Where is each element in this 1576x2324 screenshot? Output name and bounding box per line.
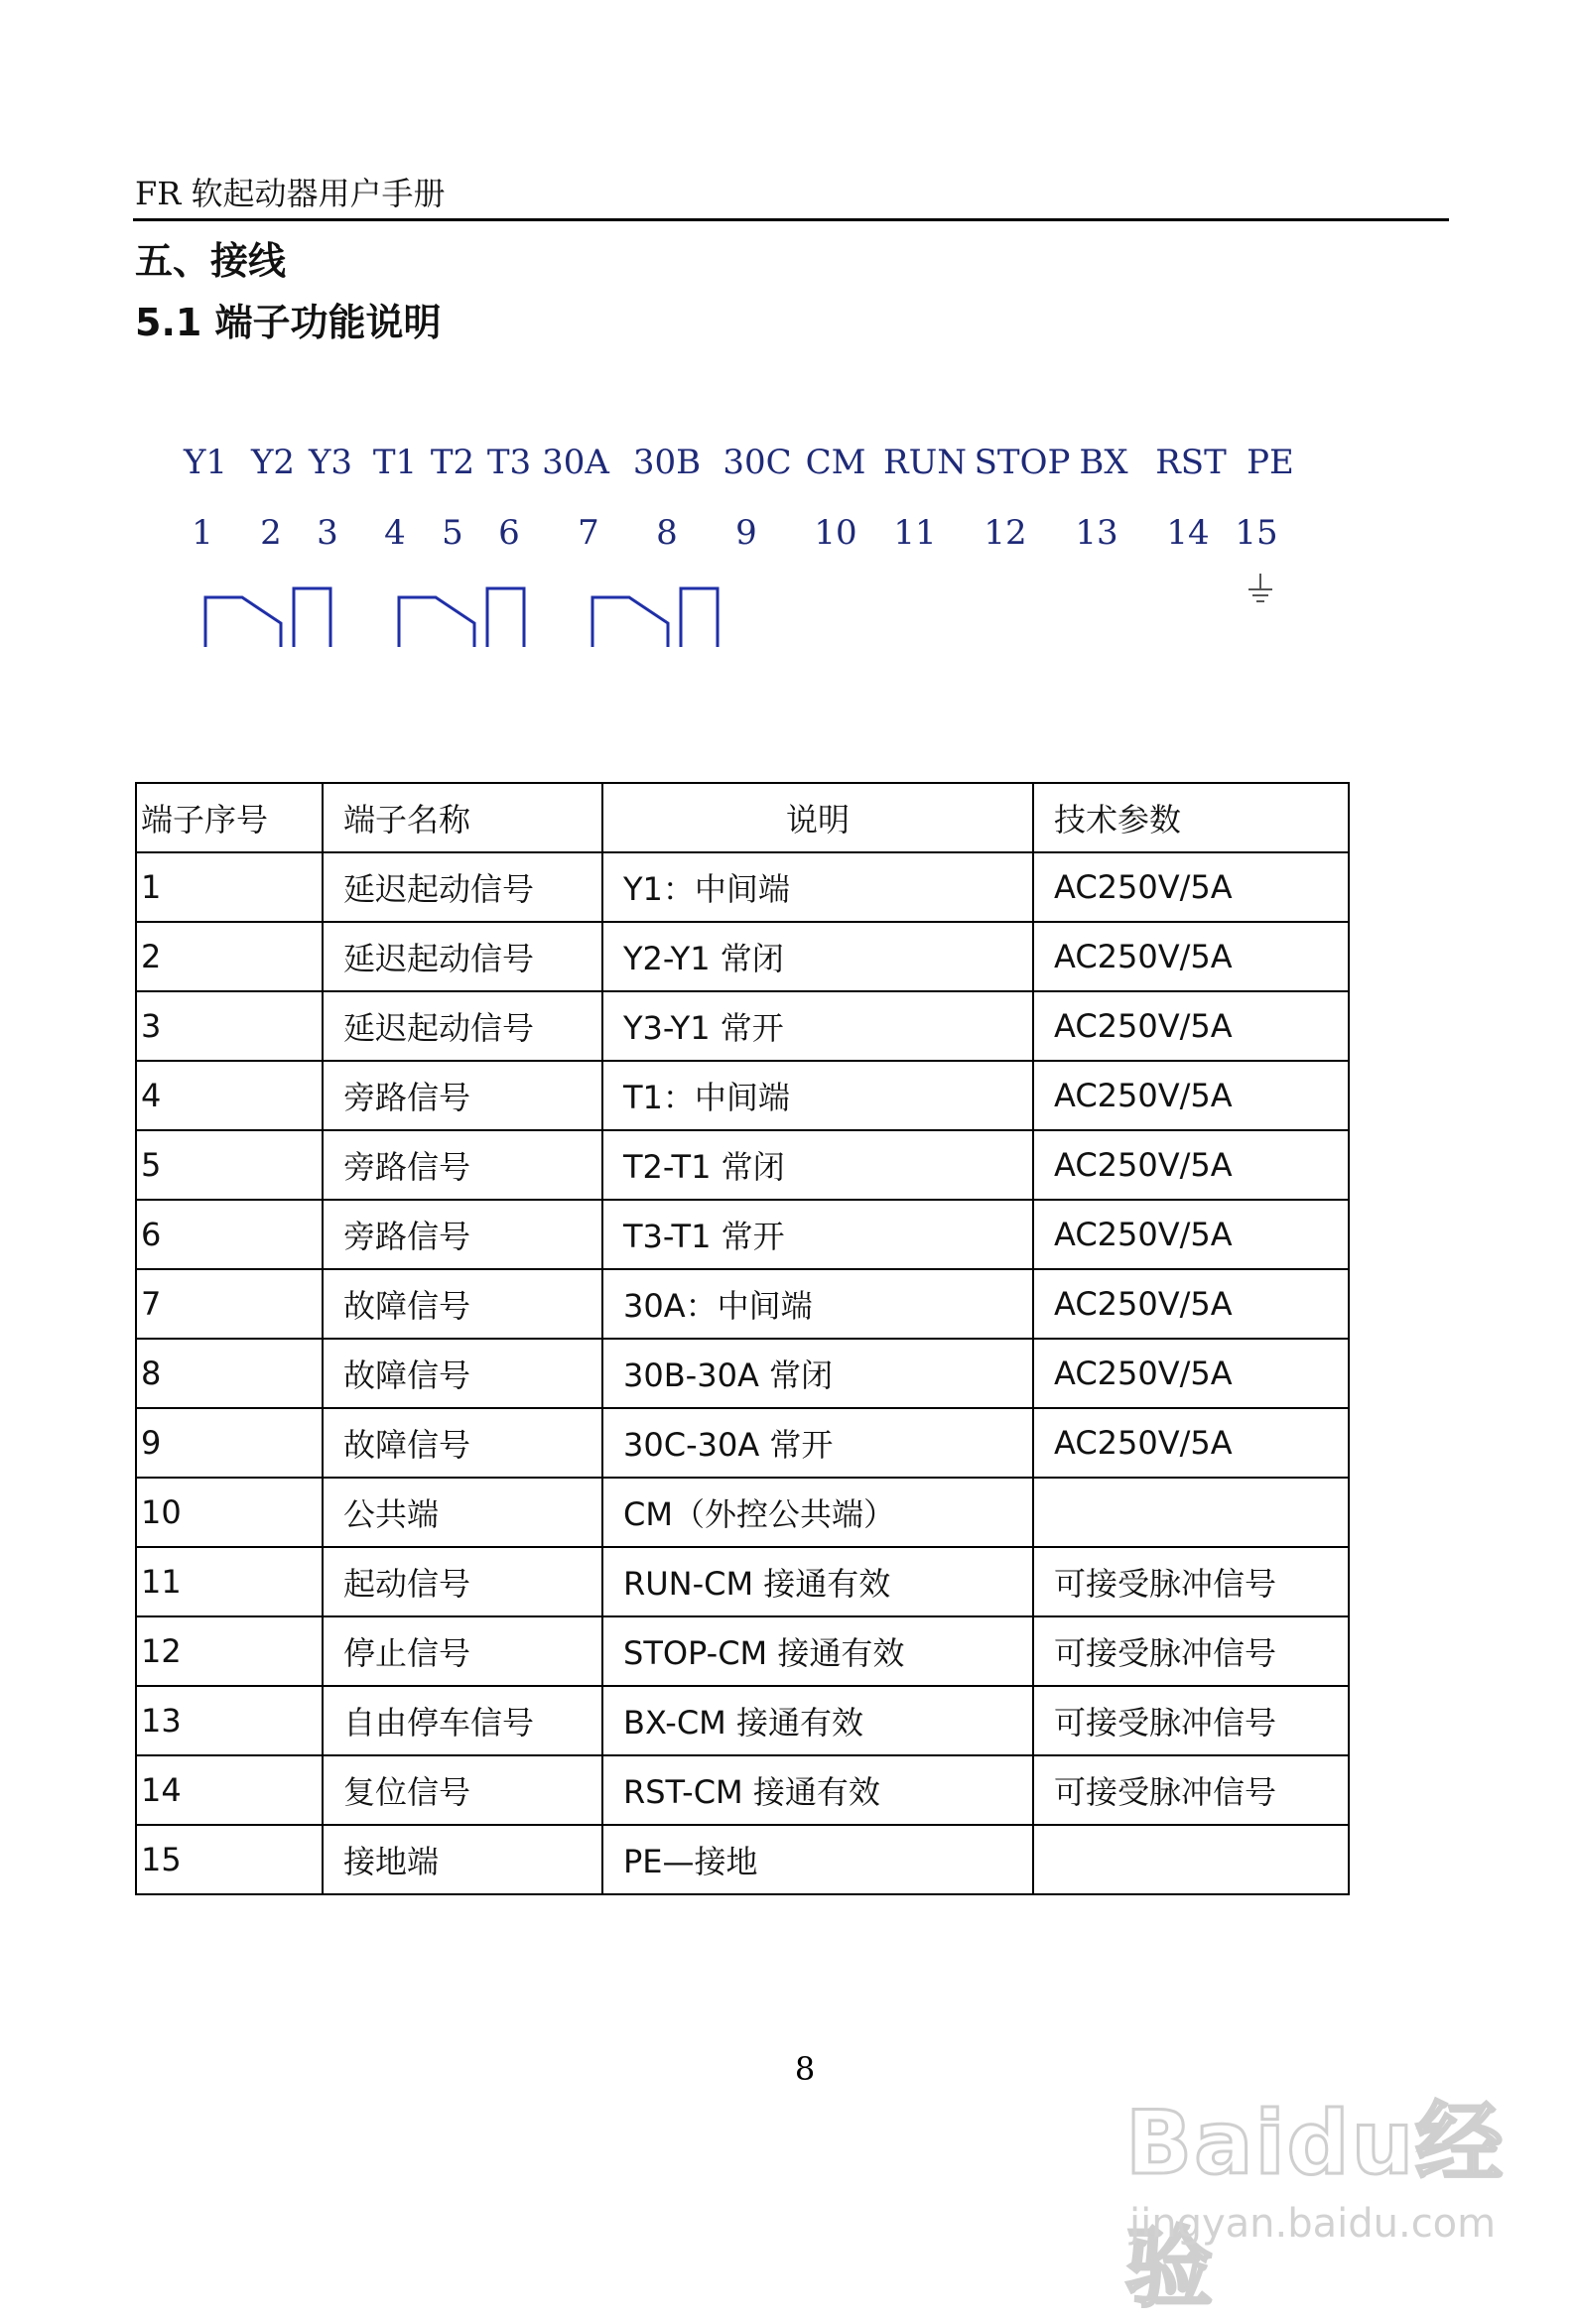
column-header: 端子序号	[136, 783, 323, 852]
table-row	[136, 991, 1349, 1061]
spec-cell: AC250V/5A	[1033, 991, 1349, 1061]
terminal-number: 12	[984, 513, 1027, 553]
terminal-number: 9	[735, 513, 757, 553]
spec-cell	[1033, 1478, 1349, 1547]
terminal-number: 15	[1235, 513, 1278, 553]
spec-cell: AC250V/5A	[1033, 922, 1349, 991]
relay-contact-icon	[205, 588, 330, 647]
column-header: 端子名称	[323, 783, 602, 852]
watermark-url: jingyan.baidu.com	[1129, 2201, 1497, 2247]
description-cell: 30C-30A 常开	[602, 1408, 1033, 1478]
terminal-number-cell: 3	[136, 991, 323, 1061]
table-row	[136, 1408, 1349, 1478]
description-cell: 30B-30A 常闭	[602, 1339, 1033, 1408]
terminal-label: BX	[1079, 443, 1128, 482]
terminal-label: T1	[372, 443, 418, 482]
table-row	[136, 1478, 1349, 1547]
terminal-number: 8	[656, 513, 678, 553]
terminal-name-cell: 起动信号	[323, 1547, 602, 1616]
terminal-name-cell: 旁路信号	[323, 1200, 602, 1269]
terminal-name-cell: 延迟起动信号	[323, 852, 602, 922]
spec-cell: AC250V/5A	[1033, 1408, 1349, 1478]
terminal-wiring-diagram	[0, 0, 1576, 695]
description-cell: STOP-CM 接通有效	[602, 1616, 1033, 1686]
description-cell: T2-T1 常闭	[602, 1130, 1033, 1200]
table-row	[136, 922, 1349, 991]
baidu-jingyan-watermark	[1112, 2074, 1509, 2319]
terminal-label: 30C	[722, 443, 792, 482]
terminal-name-cell: 自由停车信号	[323, 1686, 602, 1755]
terminal-label: Y2	[250, 443, 296, 482]
spec-cell: AC250V/5A	[1033, 1130, 1349, 1200]
section-title: 五、接线	[135, 239, 287, 283]
terminal-label: CM	[805, 443, 866, 482]
terminal-number-cell: 14	[136, 1755, 323, 1825]
table-row	[136, 1200, 1349, 1269]
terminal-number-cell: 2	[136, 922, 323, 991]
terminal-label: RST	[1155, 443, 1227, 482]
terminal-name-cell: 旁路信号	[323, 1130, 602, 1200]
table-row	[136, 1547, 1349, 1616]
terminal-label: Y1	[183, 443, 228, 482]
description-cell: RUN-CM 接通有效	[602, 1547, 1033, 1616]
terminal-function-table	[135, 782, 1350, 1895]
relay-contact-icon	[399, 588, 524, 647]
spec-cell: AC250V/5A	[1033, 1200, 1349, 1269]
terminal-number: 2	[260, 513, 282, 553]
spec-cell: AC250V/5A	[1033, 1339, 1349, 1408]
terminal-number: 6	[498, 513, 520, 553]
terminal-number: 3	[317, 513, 338, 553]
terminal-number-cell: 1	[136, 852, 323, 922]
terminal-number-cell: 4	[136, 1061, 323, 1130]
terminal-number: 5	[442, 513, 463, 553]
terminal-label: Y3	[308, 443, 353, 482]
spec-cell	[1033, 1825, 1349, 1894]
terminal-label: RUN	[882, 443, 968, 482]
description-cell: T1：中间端	[602, 1061, 1033, 1130]
description-cell: Y3-Y1 常开	[602, 991, 1033, 1061]
terminal-number-cell: 6	[136, 1200, 323, 1269]
terminal-number: 7	[578, 513, 599, 553]
spec-cell: 可接受脉冲信号	[1033, 1547, 1349, 1616]
terminal-number-cell: 9	[136, 1408, 323, 1478]
terminal-label: 30B	[632, 443, 702, 482]
table-row	[136, 1130, 1349, 1200]
terminal-name-cell: 接地端	[323, 1825, 602, 1894]
spec-cell: AC250V/5A	[1033, 1061, 1349, 1130]
description-cell: CM（外控公共端）	[602, 1478, 1033, 1547]
terminal-name-cell: 故障信号	[323, 1269, 602, 1339]
terminal-label: 30A	[542, 443, 609, 482]
description-cell: PE—接地	[602, 1825, 1033, 1894]
spec-cell: 可接受脉冲信号	[1033, 1755, 1349, 1825]
terminal-name-cell: 故障信号	[323, 1408, 602, 1478]
page-number: 8	[794, 2050, 816, 2088]
terminal-name-cell: 延迟起动信号	[323, 991, 602, 1061]
spec-cell: AC250V/5A	[1033, 852, 1349, 922]
terminal-number: 4	[384, 513, 406, 553]
terminal-name-cell: 旁路信号	[323, 1061, 602, 1130]
terminal-label: T3	[486, 443, 532, 482]
spec-cell: AC250V/5A	[1033, 1269, 1349, 1339]
watermark-logo-text: Baidu经验	[1125, 2092, 1506, 2319]
terminal-name-cell: 故障信号	[323, 1339, 602, 1408]
terminal-number-cell: 12	[136, 1616, 323, 1686]
description-cell: T3-T1 常开	[602, 1200, 1033, 1269]
terminal-number-cell: 5	[136, 1130, 323, 1200]
table-row	[136, 1061, 1349, 1130]
terminal-number: 13	[1075, 513, 1118, 553]
terminal-number-cell: 15	[136, 1825, 323, 1894]
relay-contact-icon	[592, 588, 718, 647]
description-cell: Y2-Y1 常闭	[602, 922, 1033, 991]
terminal-label: STOP	[974, 443, 1071, 482]
table-row	[136, 1686, 1349, 1755]
terminal-label: PE	[1247, 443, 1294, 482]
terminal-number: 1	[192, 513, 213, 553]
terminal-name-cell: 停止信号	[323, 1616, 602, 1686]
terminal-number-cell: 8	[136, 1339, 323, 1408]
table-row	[136, 1755, 1349, 1825]
terminal-name-cell: 复位信号	[323, 1755, 602, 1825]
terminal-name-cell: 公共端	[323, 1478, 602, 1547]
terminal-number-cell: 11	[136, 1547, 323, 1616]
spec-cell: 可接受脉冲信号	[1033, 1616, 1349, 1686]
document-header-title: FR 软起动器用户手册	[135, 175, 446, 212]
table-row	[136, 1339, 1349, 1408]
terminal-number-cell: 13	[136, 1686, 323, 1755]
terminal-number: 14	[1166, 513, 1210, 553]
terminal-name-cell: 延迟起动信号	[323, 922, 602, 991]
description-cell: RST-CM 接通有效	[602, 1755, 1033, 1825]
table-row	[136, 1616, 1349, 1686]
column-header: 技术参数	[1033, 783, 1349, 852]
terminal-number-cell: 10	[136, 1478, 323, 1547]
terminal-number: 10	[814, 513, 857, 553]
table-row	[136, 852, 1349, 922]
description-cell: 30A：中间端	[602, 1269, 1033, 1339]
description-cell: Y1：中间端	[602, 852, 1033, 922]
terminal-number-cell: 7	[136, 1269, 323, 1339]
terminal-label: T2	[430, 443, 475, 482]
table-row	[136, 1269, 1349, 1339]
spec-cell: 可接受脉冲信号	[1033, 1686, 1349, 1755]
subsection-title: 5.1 端子功能说明	[135, 301, 442, 344]
ground-icon	[1248, 574, 1272, 601]
column-header: 说明	[602, 783, 1033, 852]
table-header-row	[136, 783, 1349, 852]
description-cell: BX-CM 接通有效	[602, 1686, 1033, 1755]
table-row	[136, 1825, 1349, 1894]
terminal-number: 11	[893, 513, 937, 553]
